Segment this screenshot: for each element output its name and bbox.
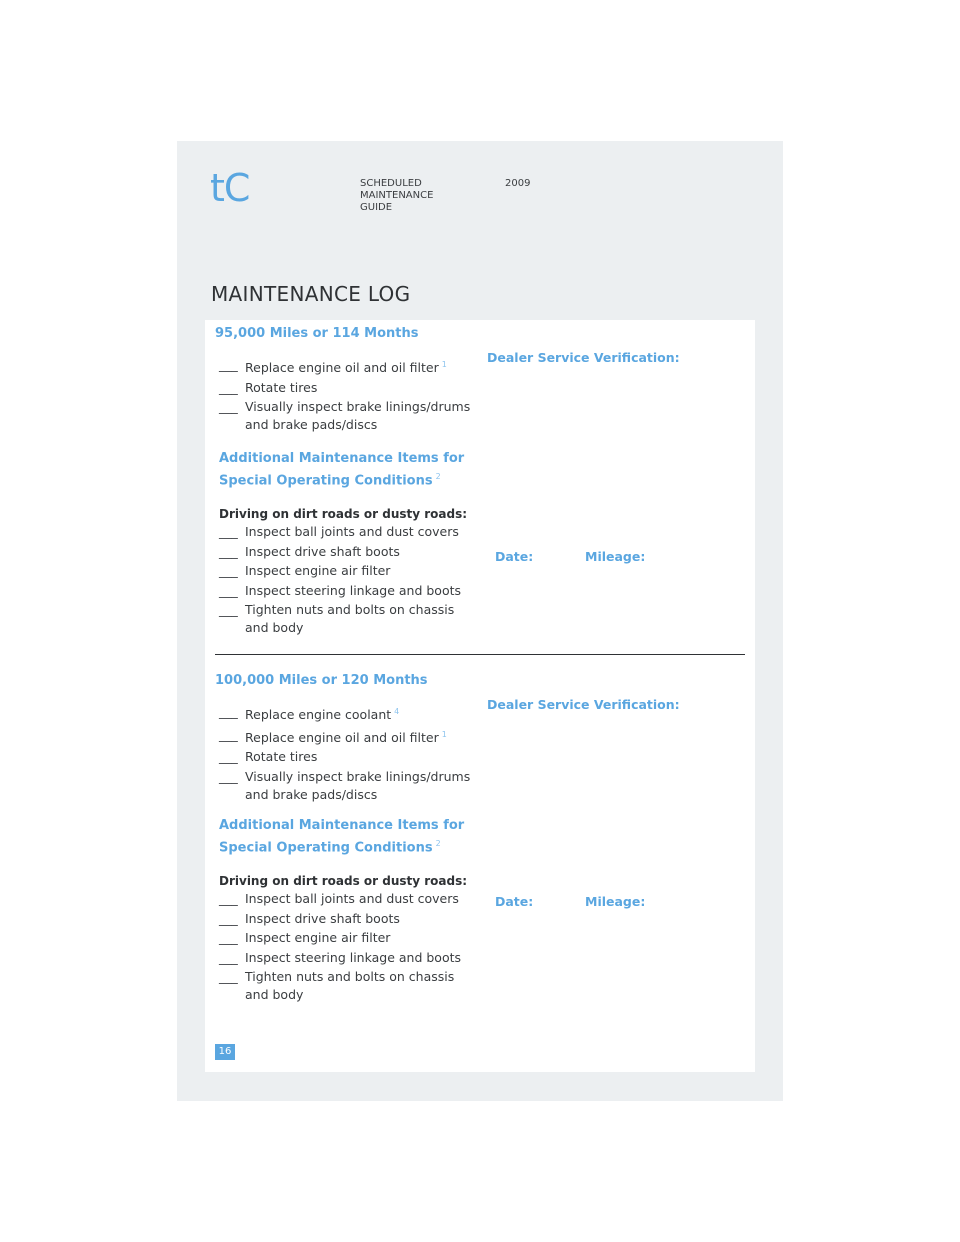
list-item	[219, 523, 479, 541]
list-item	[219, 703, 479, 724]
checkbox-blank[interactable]: ___	[219, 563, 238, 578]
footnote-ref: 2	[435, 839, 441, 848]
footnote-ref: 4	[394, 707, 400, 716]
footnote-ref: 1	[441, 729, 447, 739]
list-item	[219, 929, 479, 947]
list-item	[219, 601, 479, 637]
item-text: Replace engine coolant	[245, 707, 392, 723]
list-item	[219, 910, 479, 928]
additional-title: Additional Maintenance Items for Special Operating Conditions $^2$	[219, 818, 465, 856]
guide-label: SCHEDULED MAINTENANCE GUIDE	[360, 178, 434, 213]
checkbox-blank[interactable]: ___	[219, 602, 238, 617]
section-divider	[215, 654, 745, 655]
checkbox-blank[interactable]: ___	[219, 891, 238, 906]
dealer-verification-label: Dealer Service Verification:	[487, 350, 680, 365]
item-text: Replace engine oil and oil filter	[245, 729, 439, 745]
item-text: Tighten nuts and bolts on chassis and body	[245, 969, 455, 1002]
item-text: Inspect steering linkage and boots	[245, 949, 462, 965]
condition-items	[219, 890, 479, 1006]
section-title: 100,000 Miles or 120 Months	[215, 673, 428, 688]
checkbox-blank[interactable]: ___	[219, 930, 238, 945]
checkbox-blank[interactable]: ___	[219, 357, 238, 372]
condition-title: Driving on dirt roads or dusty roads:	[219, 507, 468, 521]
list-item	[219, 562, 479, 580]
checkbox-blank[interactable]: ___	[219, 543, 238, 559]
checkbox-blank[interactable]: ___	[219, 768, 238, 784]
condition-title: Driving on dirt roads or dusty roads:	[219, 874, 468, 888]
list-item	[219, 582, 479, 600]
checkbox-blank[interactable]: ___	[219, 749, 238, 765]
list-item	[219, 379, 479, 397]
footnote-ref: 2	[435, 472, 441, 481]
logo: tC	[210, 166, 250, 210]
log-card	[205, 320, 755, 1072]
service-items	[219, 703, 479, 805]
section-title: 95,000 Miles or 114 Months	[215, 326, 419, 341]
item-text: Tighten nuts and bolts on chassis and body	[245, 602, 455, 635]
date-label: Date:	[495, 549, 534, 564]
list-item	[219, 398, 479, 434]
list-item	[219, 748, 479, 766]
item-text: Rotate tires	[245, 379, 318, 395]
checkbox-blank[interactable]: ___	[219, 969, 238, 984]
item-text: Inspect ball joints and dust covers	[245, 891, 459, 906]
list-item	[219, 890, 479, 908]
list-item	[219, 949, 479, 967]
mileage-label: Mileage:	[585, 894, 646, 909]
item-text: Visually inspect brake linings/drums and brake pads/discs	[245, 399, 471, 433]
year-label: 2009	[505, 178, 531, 189]
list-item	[219, 543, 479, 561]
additional-title: Additional Maintenance Items for Special Operating Conditions $^2$	[219, 451, 465, 489]
service-items	[219, 356, 479, 436]
dealer-verification-label: Dealer Service Verification:	[487, 697, 680, 712]
checkbox-blank[interactable]: ___	[219, 582, 238, 598]
checkbox-blank[interactable]: ___	[219, 726, 238, 742]
item-text: Inspect ball joints and dust covers	[245, 524, 459, 539]
page-number-badge: 16	[215, 1044, 235, 1060]
list-item	[219, 726, 479, 747]
item-text: Visually inspect brake linings/drums and brake pads/discs	[245, 768, 471, 802]
item-text: Replace engine oil and oil filter	[245, 360, 439, 376]
item-text: Inspect steering linkage and boots	[245, 582, 462, 598]
checkbox-blank[interactable]: ___	[219, 910, 238, 926]
condition-items	[219, 523, 479, 639]
list-item	[219, 768, 479, 804]
page	[177, 141, 783, 1101]
list-item	[219, 968, 479, 1004]
item-text: Inspect engine air filter	[245, 930, 391, 945]
checkbox-blank[interactable]: ___	[219, 399, 238, 415]
item-text: Inspect engine air filter	[245, 563, 391, 578]
checkbox-blank[interactable]: ___	[219, 704, 238, 719]
page-title: MAINTENANCE LOG	[211, 282, 411, 306]
footnote-ref: 1	[441, 360, 447, 369]
list-item	[219, 356, 479, 377]
checkbox-blank[interactable]: ___	[219, 524, 238, 539]
item-text: Inspect drive shaft boots	[245, 543, 400, 559]
item-text: Inspect drive shaft boots	[245, 910, 400, 926]
item-text: Rotate tires	[245, 749, 318, 765]
mileage-label: Mileage:	[585, 549, 646, 564]
checkbox-blank[interactable]: ___	[219, 949, 238, 965]
checkbox-blank[interactable]: ___	[219, 379, 238, 395]
date-label: Date:	[495, 894, 534, 909]
